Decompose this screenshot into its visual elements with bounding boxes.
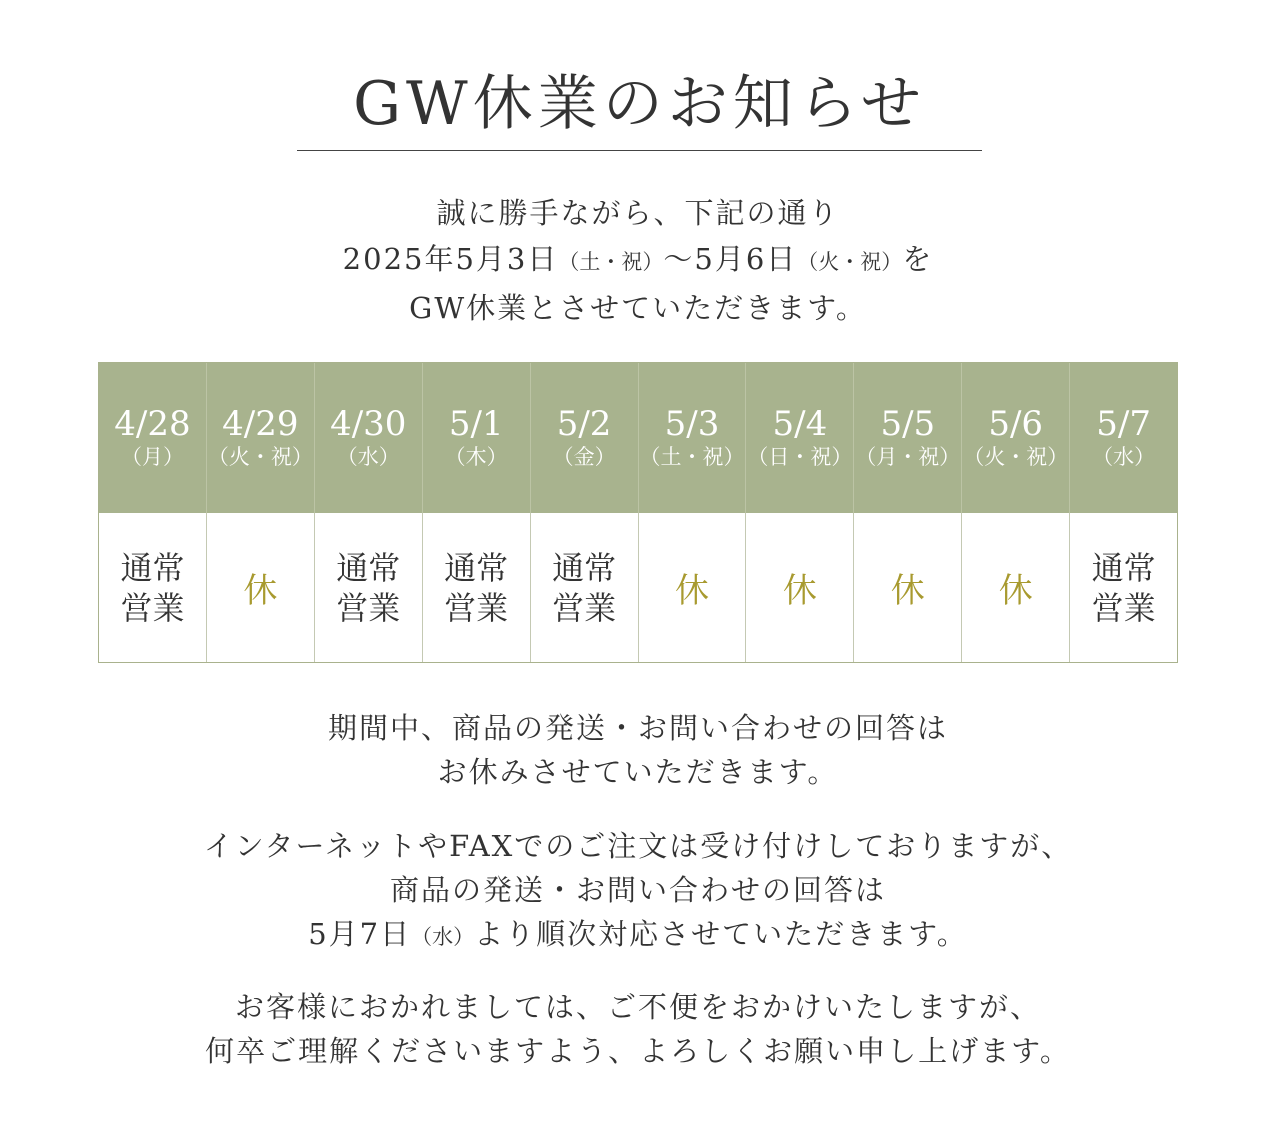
schedule-status-cell (854, 513, 962, 662)
schedule-weekday: （金） (552, 445, 616, 469)
order-message-line-3 (0, 912, 1276, 959)
schedule-date: 5/1 (448, 404, 504, 444)
schedule-header-cell (962, 363, 1070, 513)
schedule-date: 5/3 (664, 404, 720, 444)
schedule-weekday: （月・祝） (855, 445, 961, 469)
schedule-header-cell (746, 363, 854, 513)
schedule-date: 5/5 (880, 404, 936, 444)
schedule-status-cell (1070, 513, 1177, 662)
schedule-weekday: （日・祝） (747, 445, 853, 469)
status-closed: 休 (998, 571, 1033, 611)
schedule-table (98, 362, 1178, 663)
schedule-header-cell (423, 363, 531, 513)
intro-line-2-tail: を (902, 242, 934, 276)
notice-title-wrap (297, 60, 982, 148)
schedule-status-cell (962, 513, 1070, 662)
schedule-status-cell (315, 513, 423, 662)
intro-line-2 (0, 236, 1276, 285)
schedule-header-cell (531, 363, 639, 513)
closure-message-line-2: お休みさせていただきます。 (437, 755, 839, 789)
resume-date: 5月7日 (308, 917, 412, 951)
resume-text: より順次対応させていただきます。 (474, 917, 968, 951)
schedule-header-cell (854, 363, 962, 513)
intro-text (0, 190, 1276, 331)
notice-title: GW休業のお知らせ (353, 69, 926, 139)
schedule-weekday: （水） (1092, 445, 1156, 469)
schedule-date: 4/30 (330, 404, 407, 444)
schedule-status-cell (531, 513, 639, 662)
schedule-date: 5/2 (556, 404, 612, 444)
schedule-header-cell (639, 363, 747, 513)
order-message (0, 824, 1276, 959)
schedule-header-cell (315, 363, 423, 513)
closure-message-line-1: 期間中、商品の発送・お問い合わせの回答は (327, 711, 948, 745)
intro-end-date: ～5月6日 (663, 242, 798, 276)
order-message-line-1: インターネットやFAXでのご注文は受け付けしておりますが、 (203, 829, 1073, 863)
intro-end-dow: （火・祝） (797, 250, 903, 274)
schedule-date: 5/7 (1096, 404, 1151, 444)
schedule-date: 4/28 (114, 404, 191, 444)
apology-message-line-1: お客様におかれましては、ご不便をおかけいたしますが、 (234, 990, 1041, 1024)
schedule-weekday: （月） (120, 445, 184, 469)
status-open: 通常営業 (444, 548, 509, 627)
schedule-weekday: （火・祝） (963, 445, 1069, 469)
schedule-date: 5/6 (988, 404, 1044, 444)
apology-message-line-2: 何卒ご理解くださいますよう、よろしくお願い申し上げます。 (205, 1034, 1071, 1068)
schedule-header-row (99, 363, 1177, 513)
schedule-weekday: （火・祝） (207, 445, 313, 469)
schedule-status-cell (423, 513, 531, 662)
closure-message (0, 706, 1276, 794)
order-message-line-2: 商品の発送・お問い合わせの回答は (389, 873, 886, 907)
status-open: 通常営業 (552, 548, 617, 627)
schedule-date: 5/4 (772, 404, 828, 444)
schedule-weekday: （土・祝） (639, 445, 745, 469)
status-open: 通常営業 (336, 548, 401, 627)
schedule-status-cell (99, 513, 207, 662)
schedule-date: 4/29 (222, 404, 299, 444)
intro-line-1: 誠に勝手ながら、下記の通り (436, 196, 840, 230)
schedule-header-cell (1070, 363, 1177, 513)
status-closed: 休 (890, 571, 925, 611)
status-closed: 休 (674, 571, 709, 611)
intro-start-dow: （土・祝） (558, 250, 664, 274)
resume-dow: （水） (411, 925, 475, 949)
schedule-status-cell (639, 513, 747, 662)
status-open: 通常営業 (120, 548, 185, 627)
schedule-status-cell (746, 513, 854, 662)
status-closed: 休 (782, 571, 817, 611)
apology-message (0, 985, 1276, 1073)
schedule-header-cell (99, 363, 207, 513)
schedule-status-row (99, 513, 1177, 662)
status-open: 通常営業 (1091, 548, 1156, 627)
intro-line-3: GW休業とさせていただきます。 (409, 291, 867, 325)
schedule-weekday: （水） (336, 445, 400, 469)
title-underline (297, 150, 982, 151)
status-closed: 休 (243, 571, 278, 611)
schedule-status-cell (207, 513, 315, 662)
schedule-weekday: （木） (444, 445, 508, 469)
schedule-header-cell (207, 363, 315, 513)
intro-start-date: 2025年5月3日 (342, 242, 559, 276)
